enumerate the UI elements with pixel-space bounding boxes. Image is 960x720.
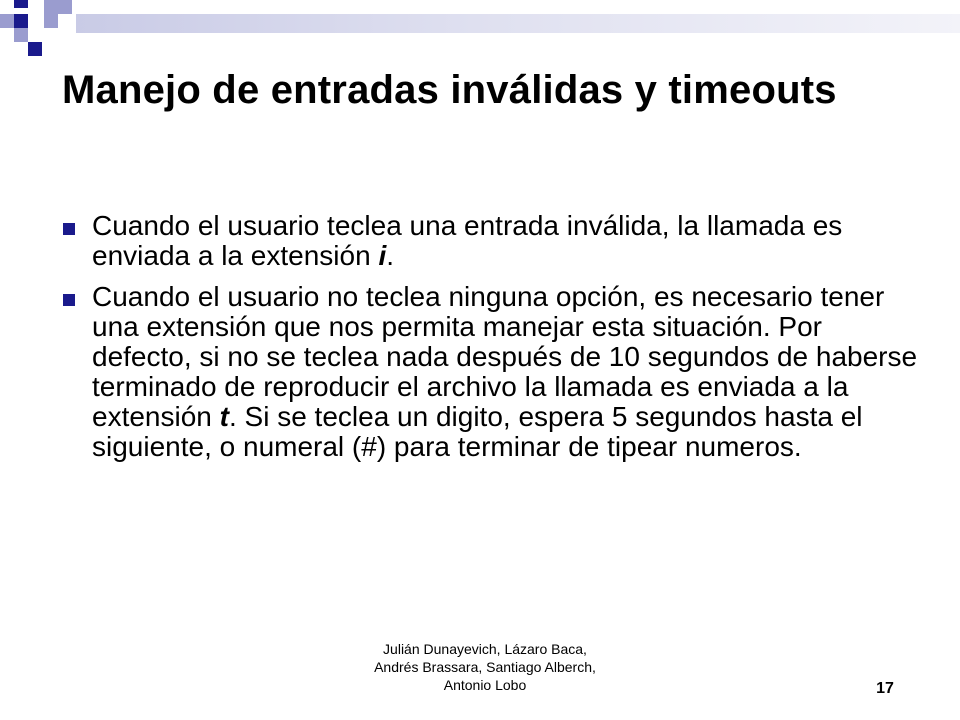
bullet-text: Cuando el usuario no teclea ninguna opción, es necesario tener una extensión que nos permita manejar esta situación. Por defecto, si no se teclea nada después de 10 segundos de haberse terminado de reproducir el archivo la llamada es enviada a la extensión t. Si se teclea un digito, espera 5 segundos hasta el siguiente, o numeral (#) para terminar de tipear numeros. bbox=[92, 281, 918, 462]
decor-square bbox=[0, 14, 14, 28]
header-bar bbox=[76, 14, 960, 33]
extension-t: t bbox=[219, 401, 229, 432]
decor-square bbox=[14, 28, 28, 42]
bullet-text: Cuando el usuario teclea una entrada inválida, la llamada es enviada a la extensión i. bbox=[92, 210, 843, 271]
square-bullet-icon bbox=[63, 223, 75, 235]
header-decoration bbox=[0, 0, 960, 60]
decor-square bbox=[14, 0, 28, 8]
footer-line: Julián Dunayevich, Lázaro Baca, bbox=[383, 641, 587, 657]
decor-square bbox=[44, 14, 58, 28]
bullet-item bbox=[62, 211, 922, 271]
bullet-item bbox=[62, 282, 922, 462]
decor-square bbox=[44, 0, 72, 14]
slide-title: Manejo de entradas inválidas y timeouts bbox=[62, 68, 837, 112]
square-bullet-icon bbox=[63, 294, 75, 306]
decor-square bbox=[14, 14, 28, 28]
bullet-list bbox=[62, 211, 922, 473]
slide-number: 17 bbox=[876, 680, 894, 697]
footer-line: Andrés Brassara, Santiago Alberch, bbox=[374, 659, 596, 675]
extension-i: i bbox=[378, 240, 387, 271]
footer-line: Antonio Lobo bbox=[443, 677, 527, 693]
decor-square bbox=[28, 42, 42, 56]
footer-credits bbox=[340, 640, 630, 694]
